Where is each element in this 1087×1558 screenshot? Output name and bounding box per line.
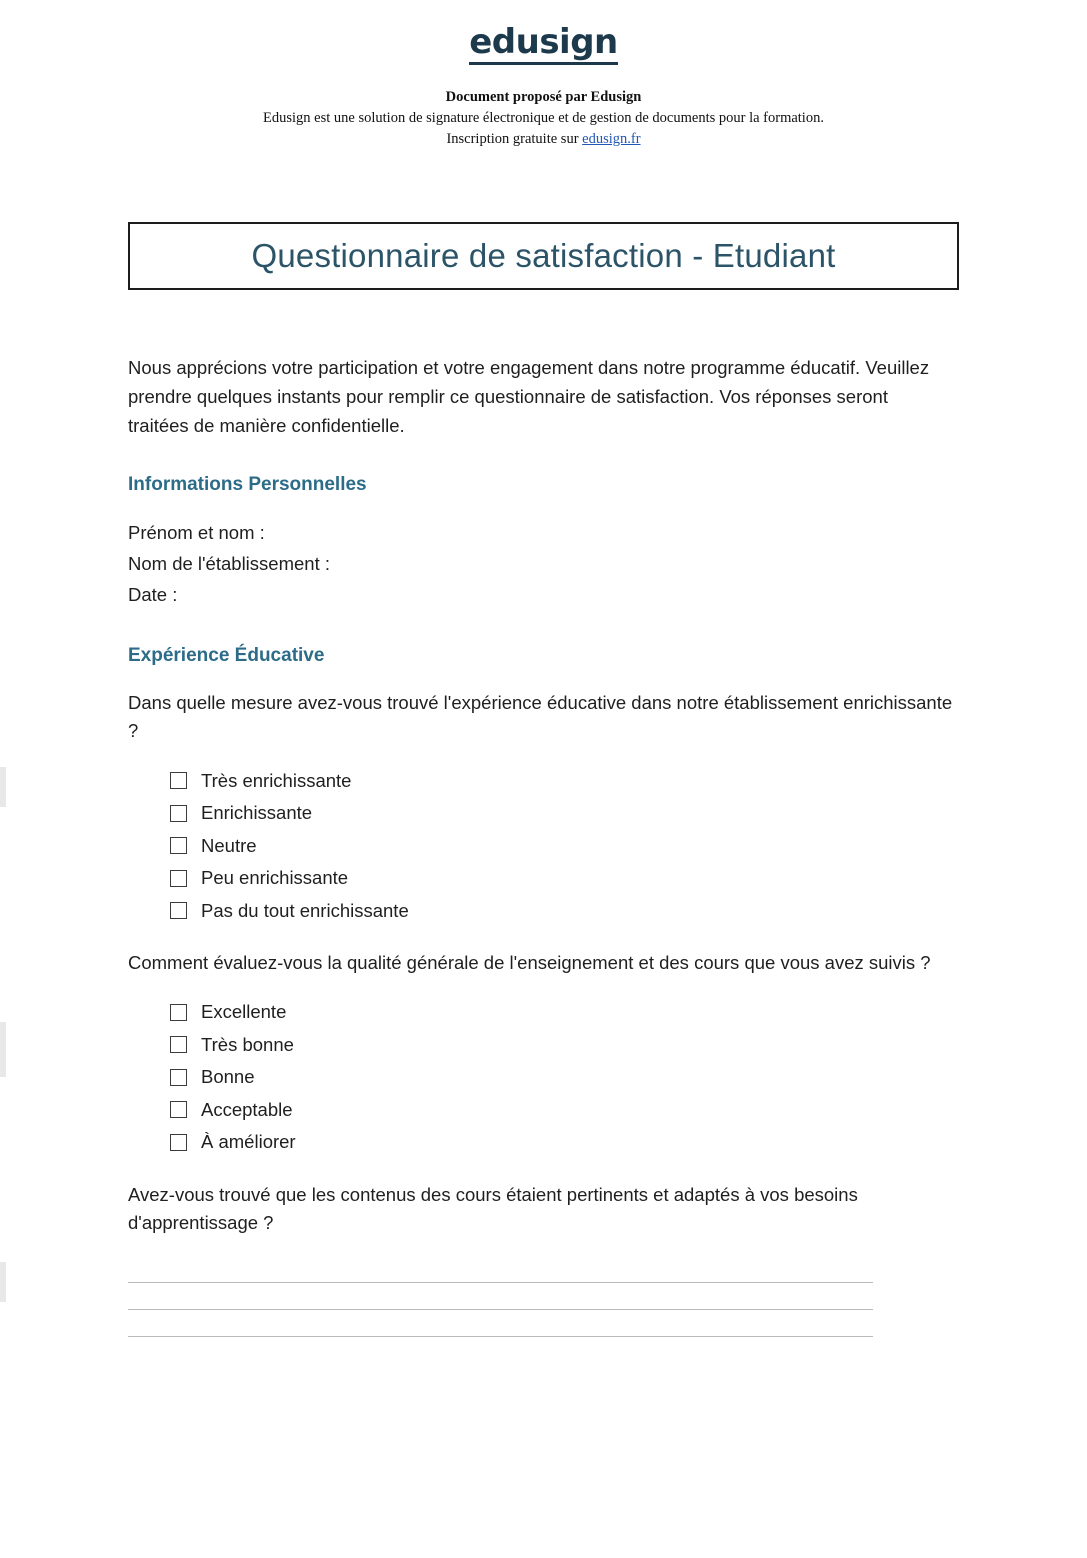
scan-artifact — [0, 1022, 6, 1077]
field-label-date: Date : — [128, 583, 178, 605]
option-label: Très enrichissante — [201, 769, 352, 791]
option-item[interactable] — [170, 1061, 959, 1094]
option-label: Excellente — [201, 1001, 287, 1023]
header-line-2: Edusign est une solution de signature électronique et de gestion de documents pour la formation. — [263, 109, 824, 126]
intro-paragraph: Nous apprécions votre participation et votre engagement dans notre programme éducatif. Veuillez prendre quelques instants pour remplir ce questionnaire de satisfaction. Vos réponses seront traitées de manière confidentielle. — [128, 357, 930, 436]
option-item[interactable] — [170, 797, 959, 830]
option-label: Enrichissante — [201, 802, 313, 824]
scan-artifact — [0, 767, 6, 807]
option-label: À améliorer — [201, 1131, 296, 1153]
option-item[interactable] — [170, 996, 959, 1029]
option-item[interactable] — [170, 1029, 959, 1062]
answer-line[interactable] — [128, 1309, 873, 1310]
field-label-institution: Nom de l'établissement : — [128, 553, 330, 575]
checkbox-icon[interactable] — [170, 902, 187, 919]
answer-line[interactable] — [128, 1336, 873, 1337]
question-2-options — [128, 996, 959, 1159]
option-item[interactable] — [170, 895, 959, 928]
section-heading-informations-personnelles: Informations Personnelles — [128, 474, 367, 496]
brand-text: edusign — [469, 25, 618, 65]
option-label: Peu enrichissante — [201, 867, 349, 889]
option-label: Neutre — [201, 834, 257, 856]
checkbox-icon[interactable] — [170, 870, 187, 887]
checkbox-icon[interactable] — [170, 1069, 187, 1086]
checkbox-icon[interactable] — [170, 1036, 187, 1053]
option-item[interactable] — [170, 765, 959, 798]
option-label: Très bonne — [201, 1033, 294, 1055]
document-body — [128, 290, 959, 1337]
checkbox-icon[interactable] — [170, 1004, 187, 1021]
checkbox-icon[interactable] — [170, 772, 187, 789]
option-item[interactable] — [170, 1126, 959, 1159]
scan-artifact — [0, 1262, 6, 1302]
option-item[interactable] — [170, 1094, 959, 1127]
option-label: Bonne — [201, 1066, 255, 1088]
edusign-logo — [0, 22, 1087, 65]
answer-line[interactable] — [128, 1282, 873, 1283]
option-label: Pas du tout enrichissante — [201, 899, 409, 921]
document-page — [0, 22, 1087, 1558]
document-header — [0, 87, 1087, 150]
question-1-text: Dans quelle mesure avez-vous trouvé l'expérience éducative dans notre établissement enrichissante ? — [128, 691, 953, 742]
page-title-box — [128, 222, 959, 290]
page-title: Questionnaire de satisfaction - Etudiant — [251, 236, 836, 274]
option-item[interactable] — [170, 862, 959, 895]
header-line-3-prefix: Inscription gratuite sur — [446, 130, 583, 147]
field-label-full-name: Prénom et nom : — [128, 522, 265, 544]
question-3-answer-area[interactable] — [128, 1282, 959, 1337]
personal-information-fields — [128, 518, 959, 610]
header-line-1: Document proposé par Edusign — [445, 88, 642, 105]
checkbox-icon[interactable] — [170, 1101, 187, 1118]
option-item[interactable] — [170, 830, 959, 863]
question-2-text: Comment évaluez-vous la qualité générale de l'enseignement et des cours que vous avez suivis ? — [128, 952, 931, 974]
edusign-website-link[interactable]: edusign.fr — [582, 130, 641, 147]
checkbox-icon[interactable] — [170, 1134, 187, 1151]
header-line-3 — [0, 129, 1087, 150]
checkbox-icon[interactable] — [170, 805, 187, 822]
option-label: Acceptable — [201, 1098, 293, 1120]
question-1-options — [128, 765, 959, 928]
checkbox-icon[interactable] — [170, 837, 187, 854]
section-heading-experience-educative: Expérience Éducative — [128, 644, 325, 666]
question-3-text: Avez-vous trouvé que les contenus des cours étaient pertinents et adaptés à vos besoins d'apprentissage ? — [128, 1183, 858, 1234]
